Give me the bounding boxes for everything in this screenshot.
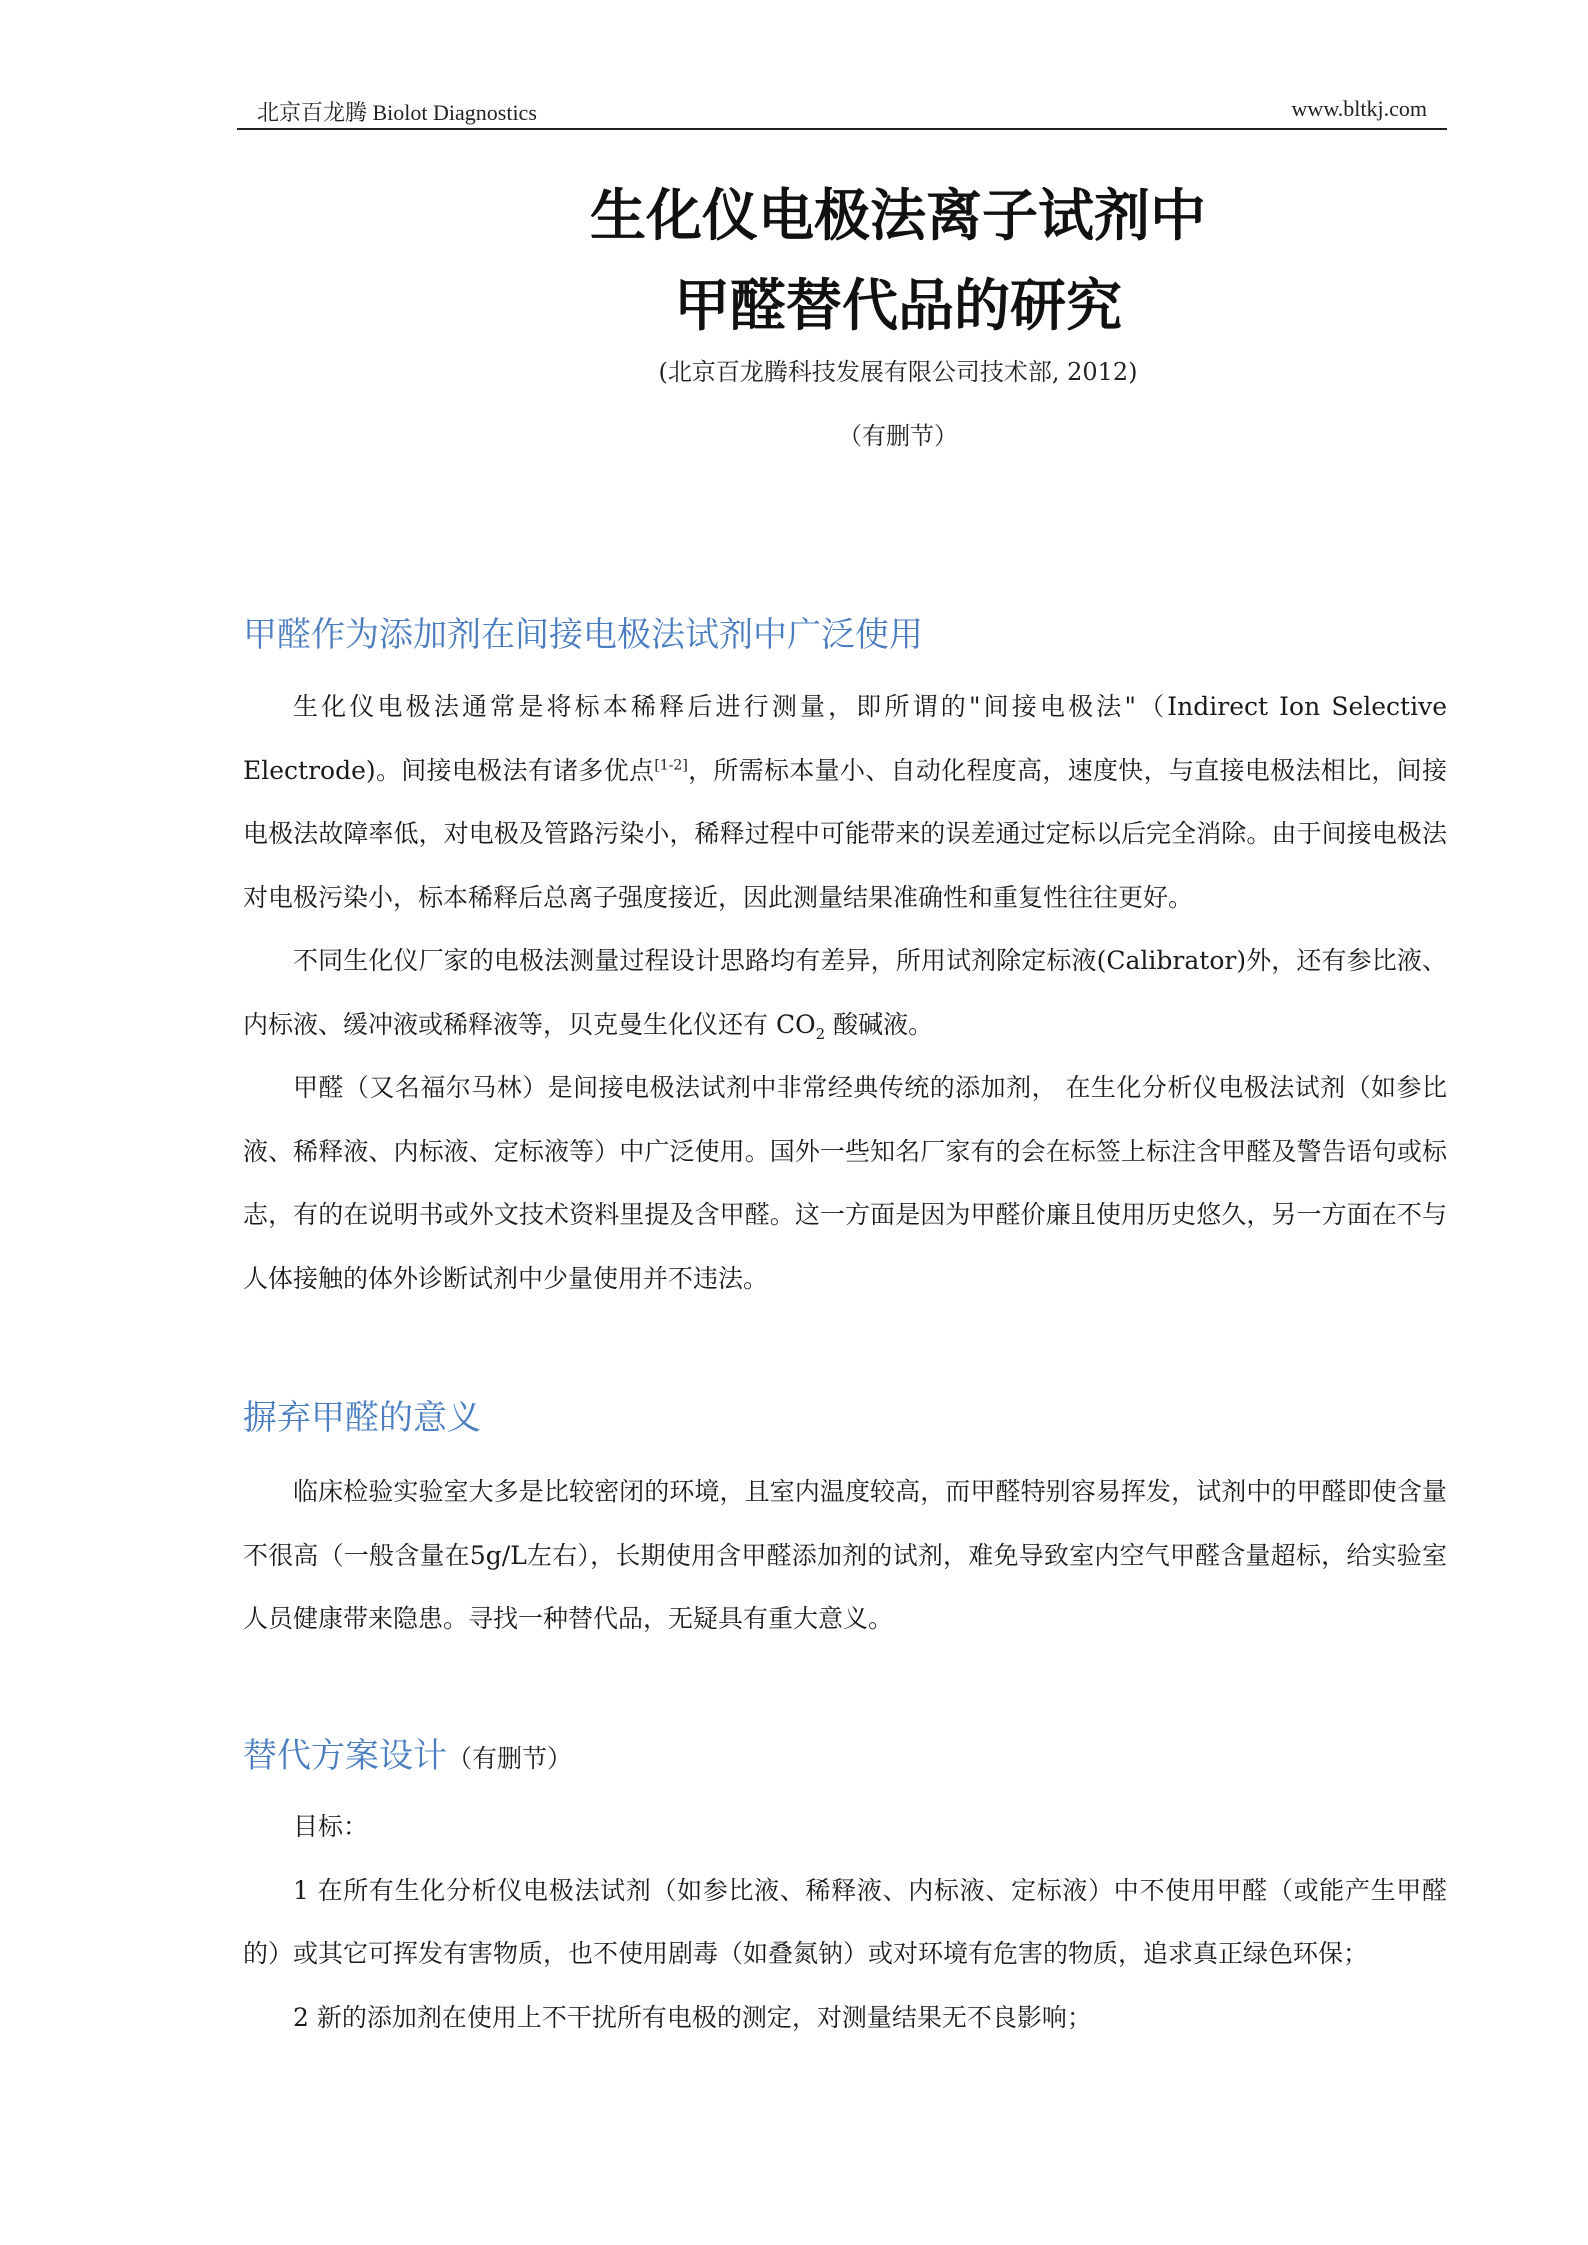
paragraph: 甲醛（又名福尔马林）是间接电极法试剂中非常经典传统的添加剂， 在生化分析仪电极法试剂（如参比液、稀释液、内标液、定标液等）中广泛使用。国外一些知名厂家有的会在标签上标注含甲醛及警告语句或标志，有的在说明书或外文技术资料里提及含甲醛。这一方面是因为甲醛价廉且使用历史悠久，另一方面在不与人体接触的体外诊断试剂中少量使用并不违法。 bbox=[243, 1073, 1447, 1293]
section-body-design bbox=[243, 1795, 1447, 2049]
document-title-line1: 生化仪电极法离子试剂中 bbox=[590, 184, 1206, 249]
paragraph: 临床检验实验室大多是比较密闭的环境，且室内温度较高，而甲醛特别容易挥发，试剂中的甲醛即使含量不很高（一般含量在5g/L左右），长期使用含甲醛添加剂的试剂，难免导致室内空气甲醛含量超标，给实验室人员健康带来隐患。寻找一种替代品，无疑具有重大意义。 bbox=[243, 1477, 1447, 1633]
section-heading-note: （有删节） bbox=[447, 1744, 573, 1773]
section-body-formaldehyde-usage bbox=[243, 675, 1447, 1310]
header-company: 北京百龙腾 Biolot Diagnostics bbox=[257, 100, 537, 125]
subscript: 2 bbox=[815, 1024, 826, 1043]
paragraph-text: 不同生化仪厂家的电极法测量过程设计思路均有差异，所用试剂除定标液(Calibrator)外，还有参比液、内标液、缓冲液或稀释液等，贝克曼生化仪还有 CO bbox=[243, 946, 1447, 1039]
paragraph bbox=[243, 675, 1447, 929]
section-body-significance bbox=[243, 1460, 1447, 1651]
document-abridged-note: （有删节） bbox=[838, 422, 958, 450]
citation-ref: [1-2] bbox=[654, 757, 688, 774]
goal-item-2: 2 新的添加剂在使用上不干扰所有电极的测定，对测量结果无不良影响； bbox=[293, 2002, 1092, 2032]
goal-label: 目标： bbox=[293, 1812, 369, 1841]
document-author: (北京百龙腾科技发展有限公司技术部, 2012) bbox=[658, 358, 1138, 386]
paragraph-text: 生化仪电极法通常是将标本稀释后进行测量，即所谓的"间接电极法"（Indirect Ion Selective Electrode)。间接电极法有诸多优点 bbox=[243, 692, 1447, 785]
section-heading-significance: 摒弃甲醛的意义 bbox=[243, 1398, 481, 1438]
paragraph bbox=[243, 929, 1447, 1056]
paragraph-text: 酸碱液。 bbox=[825, 1009, 934, 1039]
document-title-line2: 甲醛替代品的研究 bbox=[674, 274, 1122, 339]
header-website: www.bltkj.com bbox=[1291, 96, 1427, 121]
paragraph-text: ，所需标本量小、自动化程度高，速度快，与直接电极法相比，间接电极法故障率低，对电极及管路污染小，稀释过程中可能带来的误差通过定标以后完全消除。由于间接电极法对电极污染小，标本稀释后总离子强度接近，因此测量结果准确性和重复性往往更好。 bbox=[243, 755, 1447, 912]
section-heading-formaldehyde-usage: 甲醛作为添加剂在间接电极法试剂中广泛使用 bbox=[243, 615, 923, 655]
goal-item-1: 1 在所有生化分析仪电极法试剂（如参比液、稀释液、内标液、定标液）中不使用甲醛（或能产生甲醛的）或其它可挥发有害物质，也不使用剧毒（如叠氮钠）或对环境有危害的物质，追求真正绿色环保； bbox=[243, 1875, 1447, 1968]
page-header bbox=[237, 94, 1447, 130]
section-heading-text: 替代方案设计 bbox=[243, 1736, 447, 1776]
section-heading-design bbox=[243, 1728, 572, 1777]
